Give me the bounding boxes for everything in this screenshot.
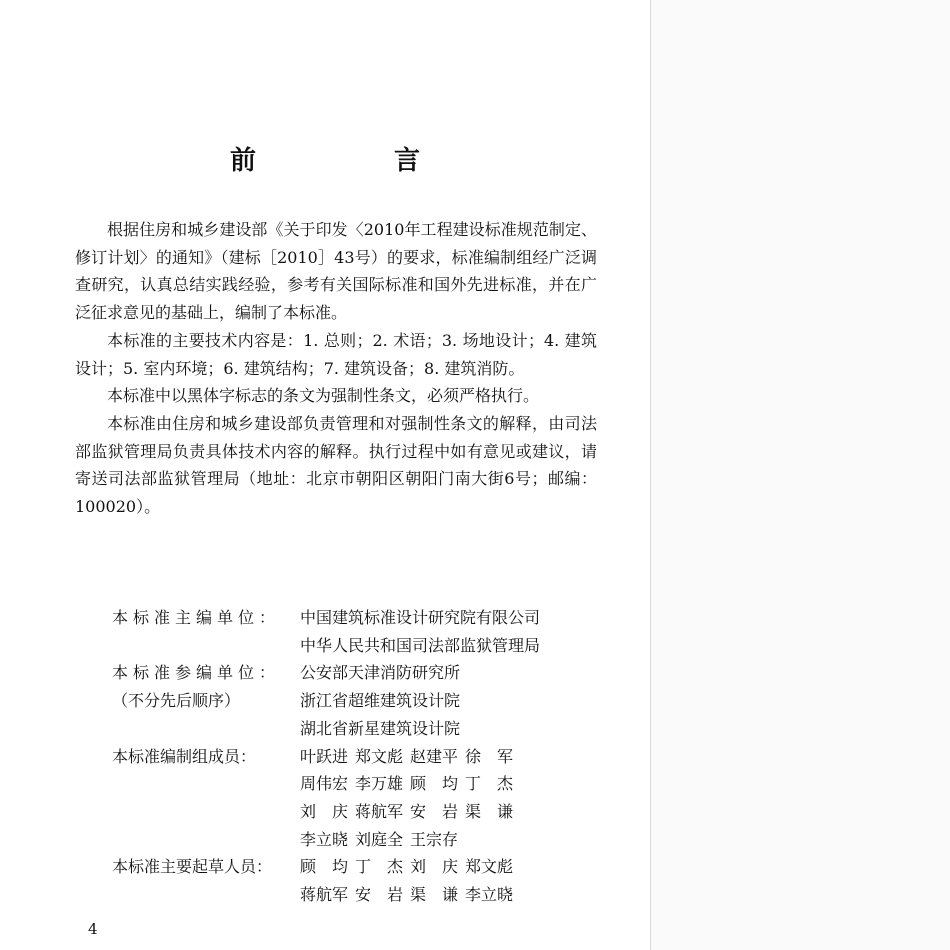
participant-unit: 浙江省超维建筑设计院 bbox=[300, 691, 461, 711]
member-name: 蒋航军 bbox=[355, 801, 404, 821]
drafter-name: 蒋航军 bbox=[300, 885, 349, 905]
page-number: 4 bbox=[88, 920, 98, 938]
member-name: 李万雄 bbox=[355, 774, 404, 794]
member-name: 渠 谦 bbox=[465, 801, 514, 821]
drafter-name: 安 岩 bbox=[355, 885, 404, 905]
member-name: 周伟宏 bbox=[300, 774, 349, 794]
chief-editor-label: 本标准主编单位： bbox=[112, 608, 281, 627]
paragraph: 本标准由住房和城乡建设部负责管理和对强制性条文的解释，由司法部监狱管理局负责具体技术内容的解释。执行过程中如有意见或建议，请寄送司法部监狱管理局（地址：北京市朝阳区朝阳门南大街6号；邮编：100020）。 bbox=[75, 413, 597, 517]
drafter-name: 丁 杰 bbox=[355, 857, 404, 877]
drafter-name: 郑文彪 bbox=[465, 857, 514, 877]
member-name: 徐 军 bbox=[465, 746, 514, 766]
page-title: 前 言 bbox=[229, 146, 476, 176]
member-name: 赵建平 bbox=[410, 746, 459, 766]
committee-row bbox=[75, 770, 605, 798]
participant-row bbox=[75, 715, 605, 743]
chief-editor-row bbox=[75, 632, 605, 660]
member-name: 刘庭全 bbox=[355, 829, 404, 849]
chief-editor-row bbox=[75, 604, 605, 632]
committee-row bbox=[75, 743, 605, 771]
drafter-name: 顾 均 bbox=[300, 857, 349, 877]
participant-note: （不分先后顺序） bbox=[112, 691, 241, 711]
member-name: 李立晓 bbox=[300, 829, 349, 849]
member-name: 顾 均 bbox=[410, 774, 459, 794]
participant-unit: 公安部天津消防研究所 bbox=[300, 663, 461, 683]
committee-label: 本标准编制组成员： bbox=[112, 746, 257, 766]
member-name: 叶跃进 bbox=[300, 746, 349, 766]
participant-label: 本标准参编单位： bbox=[112, 663, 281, 683]
paragraph: 根据住房和城乡建设部《关于印发〈2010年工程建设标准规范制定、修订计划〉的通知》（建标［2010］43号）的要求，标准编制组经广泛调查研究，认真总结实践经验，参考有关国际标准和国外先进标准，并在广泛征求意见的基础上，编制了本标准。 bbox=[75, 220, 597, 323]
drafter-name: 渠 谦 bbox=[410, 885, 459, 905]
committee-row bbox=[75, 798, 605, 826]
participant-row bbox=[75, 659, 605, 687]
drafter-name: 李立晓 bbox=[465, 885, 514, 905]
drafter-name: 刘 庆 bbox=[410, 857, 459, 877]
adjacent-blank-page bbox=[650, 0, 950, 950]
paragraph: 本标准的主要技术内容是：1. 总则；2. 术语；3. 场地设计；4. 建筑设计；5. 室内环境；6. 建筑结构；7. 建筑设备；8. 建筑消防。 bbox=[75, 330, 597, 378]
participant-row bbox=[75, 687, 605, 715]
drafters-row bbox=[75, 853, 605, 881]
member-name: 安 岩 bbox=[410, 801, 459, 821]
drafters-row bbox=[75, 881, 605, 909]
member-name: 郑文彪 bbox=[355, 746, 404, 766]
paragraph: 本标准中以黑体字标志的条文为强制性条文，必须严格执行。 bbox=[107, 386, 540, 406]
credits-section bbox=[75, 604, 605, 909]
drafters-label: 本标准主要起草人员： bbox=[112, 857, 273, 877]
member-name: 刘 庆 bbox=[300, 801, 349, 821]
chief-editor-unit: 中国建筑标准设计研究院有限公司 bbox=[300, 608, 541, 627]
member-name: 王宗存 bbox=[410, 829, 459, 849]
preface-body bbox=[75, 216, 597, 521]
committee-row bbox=[75, 826, 605, 854]
chief-editor-unit: 中华人民共和国司法部监狱管理局 bbox=[300, 635, 541, 655]
participant-unit: 湖北省新星建筑设计院 bbox=[300, 718, 461, 738]
member-name: 丁 杰 bbox=[465, 774, 514, 794]
